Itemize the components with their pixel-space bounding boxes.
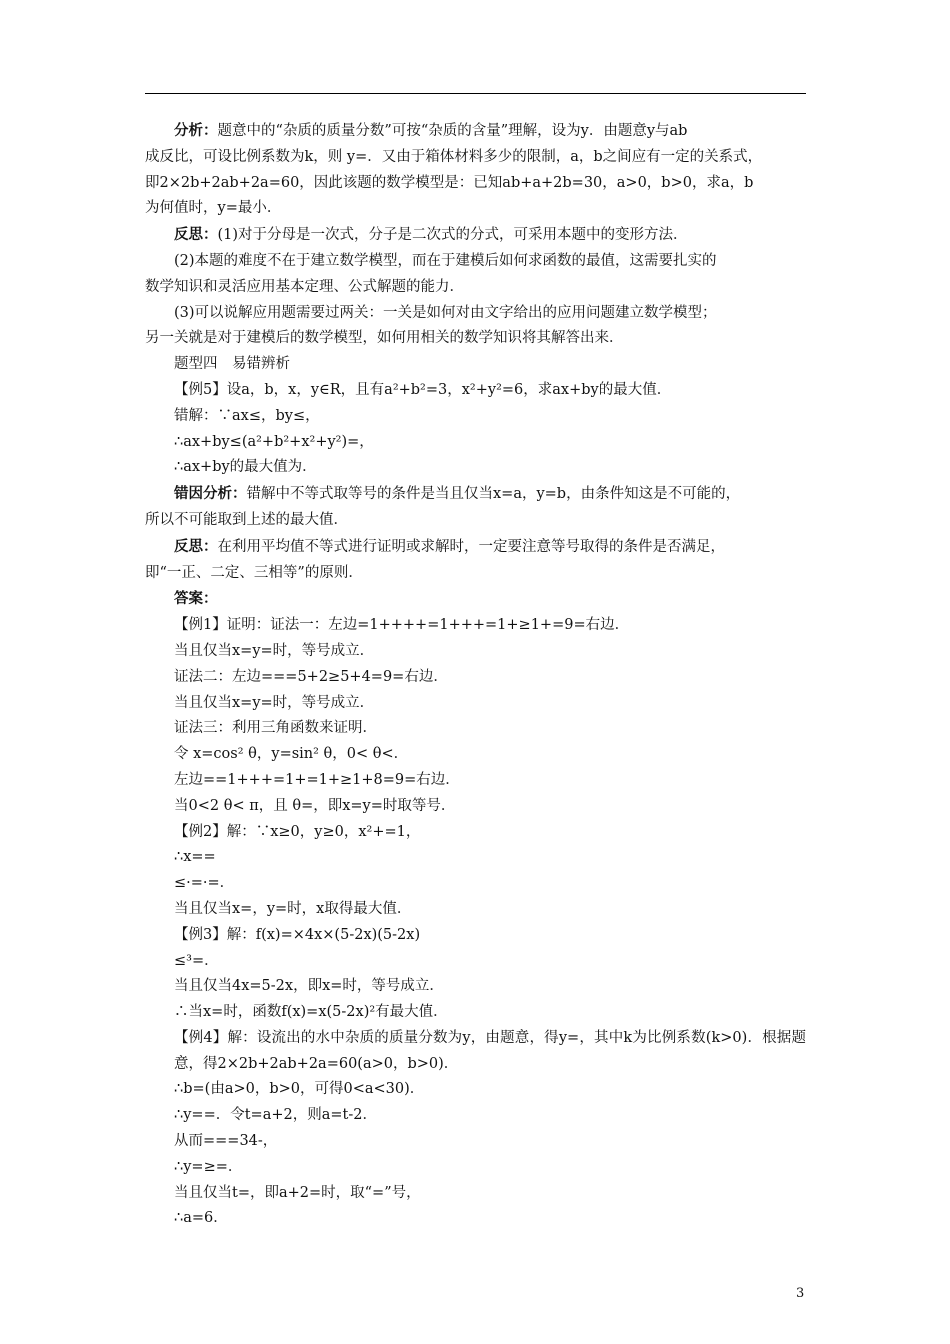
wrong-solution-line: ∴ax+by的最大值为． xyxy=(174,459,317,476)
reflection-line: (2)本题的难度不在于建立数学模型，而在于建模后如何求函数的最值，这需要扎实的 xyxy=(174,252,717,269)
example-1-line: 令 x=cos² θ，y=sin² θ，0< θ<． xyxy=(174,746,409,763)
reflection-line: (3)可以说解应用题需要过两关：一关是如何对由文字给出的应用问题建立数学模型； xyxy=(174,304,717,321)
example-1-line: 左边==1+++=1+=1+≥1+8=9=右边． xyxy=(174,771,460,788)
example-1-line: 证法二：左边===5+2≥5+4=9=右边． xyxy=(174,668,448,685)
example-3-line: ≤³=． xyxy=(174,952,219,969)
example-4-line: 【例4】解：设流出的水中杂质的质量分数为y，由题意，得y=，其中k为比例系数(k>0)．根据题意，得2×2b+2ab+2a=60(a>0，b>0)． xyxy=(174,1029,806,1072)
example-2-line: ≤·=·=． xyxy=(174,875,235,892)
example-4-line: 当且仅当t=，即a+2=时，取“=”号， xyxy=(174,1184,421,1201)
reflection-line: 数学知识和灵活应用基本定理、公式解题的能力． xyxy=(145,278,464,295)
example-4-line: ∴y==．令t=a+2，则a=t-2． xyxy=(174,1107,377,1124)
section-heading: 题型四 易错辨析 xyxy=(174,356,290,373)
document-body xyxy=(145,118,806,1232)
wrong-solution-line: 错解：∵ax≤，by≤， xyxy=(174,407,320,424)
reflection-line: 另一关就是对于建模后的数学模型，如何用相关的数学知识将其解答出来． xyxy=(145,330,624,347)
analysis-line: 成反比，可设比例系数为k，则 y=．又由于箱体材料多少的限制，a，b之间应有一定的关系式， xyxy=(145,148,763,165)
example-3-line: ∴当x=时，函数f(x)=x(5-2x)²有最大值． xyxy=(174,1004,448,1021)
reflection-line: 即“一正、二定、三相等”的原则． xyxy=(145,564,363,581)
example-2-line: 当且仅当x=，y=时，x取得最大值． xyxy=(174,900,412,917)
example-1-line: 【例1】证明：证法一：左边=1++++=1+++=1+≥1+=9=右边． xyxy=(174,617,630,634)
example-5-question: 【例5】设a，b，x，y∈R，且有a²+b²=3，x²+y²=6，求ax+by的最大值． xyxy=(174,381,672,398)
example-1-line: 证法三：利用三角函数来证明． xyxy=(174,720,377,737)
example-2-line: 【例2】解：∵x≥0，y≥0，x²+=1， xyxy=(174,823,421,840)
answer-heading: 答案： xyxy=(174,590,218,608)
reflection-line: 反思：在利用平均值不等式进行证明或求解时，一定要注意等号取得的条件是否满足， xyxy=(174,537,725,555)
example-4-line: ∴y=≥=． xyxy=(174,1158,243,1175)
example-4-line: 从而===34-， xyxy=(174,1133,278,1150)
error-analysis-line: 错因分析：错解中不等式取等号的条件是当且仅当x=a，y=b，由条件知这是不可能的， xyxy=(174,485,741,503)
example-4-line: ∴a=6． xyxy=(174,1210,228,1227)
example-1-line: 当0<2 θ< π，且 θ=，即x=y=时取等号． xyxy=(174,797,456,814)
analysis-line: 即2×2b+2ab+2a=60，因此该题的数学模型是：已知ab+a+2b=30，a>0，b>0，求a，b xyxy=(145,174,754,191)
wrong-solution-line: ∴ax+by≤(a²+b²+x²+y²)=， xyxy=(174,433,374,450)
example-3-line: 【例3】解：f(x)=×4x×(5-2x)(5-2x) xyxy=(174,926,421,943)
error-analysis-line: 所以不可能取到上述的最大值． xyxy=(145,511,348,528)
page-number: 3 xyxy=(796,1286,805,1301)
analysis-line: 分析：题意中的“杂质的质量分数”可按“杂质的含量”理解，设为y．由题意y与ab xyxy=(174,122,688,139)
example-1-line: 当且仅当x=y=时，等号成立． xyxy=(174,642,375,659)
example-3-line: 当且仅当4x=5-2x，即x=时，等号成立． xyxy=(174,978,444,995)
analysis-line: 为何值时，y=最小． xyxy=(145,200,282,217)
example-2-line: ∴x== xyxy=(174,849,216,866)
example-1-line: 当且仅当x=y=时，等号成立． xyxy=(174,694,375,711)
reflection-line: 反思：(1)对于分母是一次式，分子是二次式的分式，可采用本题中的变形方法． xyxy=(174,226,688,244)
header-rule xyxy=(145,93,806,94)
example-4-line: ∴b=(由a>0，b>0，可得0<a<30)． xyxy=(174,1081,425,1098)
